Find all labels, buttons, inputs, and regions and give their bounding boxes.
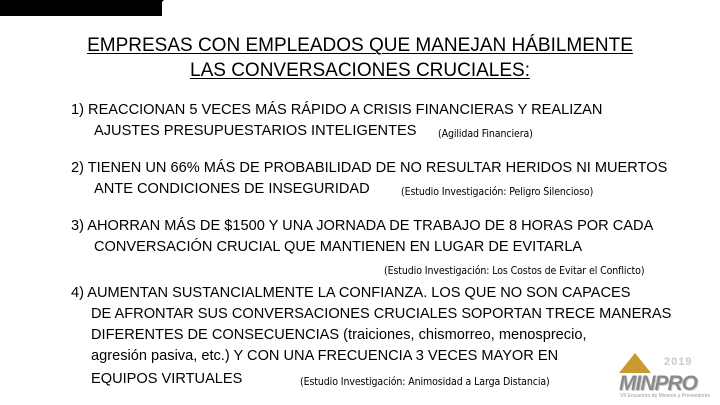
corner-band <box>0 0 162 16</box>
item-1-line-2: AJUSTES PRESUPUESTARIOS INTELIGENTES <box>94 123 417 139</box>
item-1-line-1: 1) REACCIONAN 5 VECES MÁS RÁPIDO A CRISIS FINANCIERAS Y REALIZAN <box>71 102 603 118</box>
item-4-source: (Estudio Investigación: Animosidad a Larga Distancia) <box>300 376 550 388</box>
item-4-line-3: DIFERENTES DE CONSECUENCIAS (traiciones, chismorreo, menosprecio, <box>91 327 587 343</box>
item-3-line-2: CONVERSACIÓN CRUCIAL QUE MANTIENEN EN LUGAR DE EVITARLA <box>94 239 583 255</box>
logo-wordmark: MINPRO <box>619 372 697 395</box>
logo-mountain-icon <box>619 353 651 373</box>
item-4-line-1: 4) AUMENTAN SUSTANCIALMENTE LA CONFIANZA. LOS QUE NO SON CAPACES <box>71 285 631 301</box>
corner-wedge <box>148 0 164 16</box>
item-2-line-2: ANTE CONDICIONES DE INSEGURIDAD <box>94 181 370 197</box>
title-line-2: LAS CONVERSACIONES CRUCIALES: <box>190 60 530 81</box>
item-3-source: (Estudio Investigación: Los Costos de Evitar el Conflicto) <box>384 265 645 277</box>
item-4-line-5: EQUIPOS VIRTUALES <box>91 371 243 387</box>
item-4-line-4: agresión pasiva, etc.) Y CON UNA FRECUENCIA 3 VECES MAYOR EN <box>91 348 559 364</box>
slide-title <box>0 33 720 83</box>
minpro-logo <box>612 351 712 403</box>
logo-subtitle: VII Encuentro de Mineros y Proveedores <box>620 393 711 399</box>
item-1-source: (Agilidad Financiera) <box>438 128 533 140</box>
item-2-line-1: 2) TIENEN UN 66% MÁS DE PROBABILIDAD DE NO RESULTAR HERIDOS NI MUERTOS <box>71 160 668 176</box>
title-line-1: EMPRESAS CON EMPLEADOS QUE MANEJAN HÁBILMENTE <box>87 35 633 56</box>
item-4-line-2: DE AFRONTAR SUS CONVERSACIONES CRUCIALES SOPORTAN TRECE MANERAS <box>91 306 672 322</box>
item-3-line-1: 3) AHORRAN MÁS DE $1500 Y UNA JORNADA DE TRABAJO DE 8 HORAS POR CADA <box>71 218 654 234</box>
item-2-source: (Estudio Investigación: Peligro Silencioso) <box>401 186 594 198</box>
logo-year: 2019 <box>664 356 693 368</box>
